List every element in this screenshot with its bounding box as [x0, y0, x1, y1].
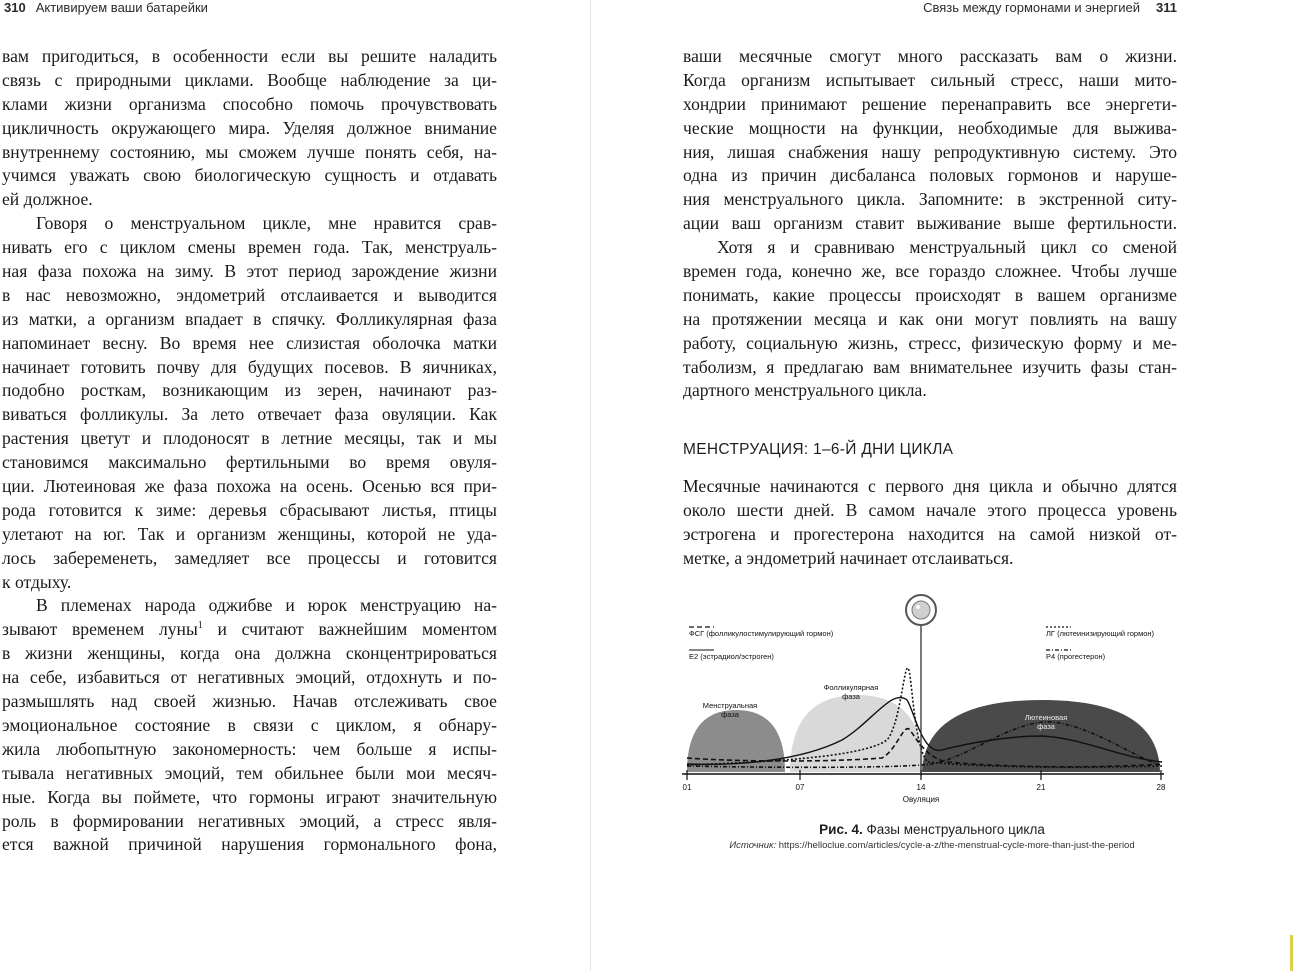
text-line: Хотя я и сравниваю менструальный цикл со сменой [717, 237, 1177, 258]
text-line: на себе, избавиться от негативных эмоций, отдохнуть и по- [2, 667, 497, 688]
luteal-phase-label-2: фаза [1037, 722, 1055, 731]
text-line: работу, социальную жизнь, стресс, физическую форму и ме- [683, 332, 1177, 353]
section-heading: МЕНСТРУАЦИЯ: 1–6-Й ДНИ ЦИКЛА [683, 441, 954, 458]
follicular-phase-label: Фолликулярная [823, 683, 879, 692]
text-line: жила любопытную закономерность: чем больше я испы- [2, 738, 497, 759]
text-line: ации ваш организм ставит выживание выше фертильности. [683, 213, 1177, 234]
left-running-title: Активируем ваши батарейки [35, 0, 208, 15]
right-running-title: Связь между гормонами и энергией [923, 0, 1141, 15]
text-line: подобно росткам, возникающим из зерен, начинают раз- [2, 380, 497, 401]
text-line: становимся максимально фертильными во время овуля- [2, 452, 497, 473]
text-line: на протяжении месяца и как они могут повлиять на вашу [683, 308, 1177, 329]
figure-caption [682, 822, 1182, 837]
x-tick-label: 07 [795, 783, 805, 792]
text-line: В племенах народа оджибве и юрок менструацию на- [36, 595, 497, 616]
menstrual-phase-label: Менструальная [702, 701, 758, 710]
legend-lh-label: ЛГ (лютеинизирующий гормон) [1046, 629, 1155, 638]
text-line: таболизм, я предлагаю вам внимательнее изучить фазы стан- [683, 356, 1177, 377]
cycle-phases-figure [682, 590, 1182, 805]
ovulation-label: Овуляция [902, 795, 940, 804]
text-fragment: и считают важнейшим моментом [202, 619, 497, 640]
text-line: нивать его с циклом смены времен года. Так, менструаль- [2, 237, 497, 258]
cycle-phases-diagram [682, 590, 1182, 805]
text-line: цикличность окружающего мира. Уделяя должное внимание [2, 117, 497, 138]
text-line: хондрии принимают решение перенаправить все энергети- [683, 93, 1177, 114]
text-line: к отдыху. [2, 571, 72, 592]
text-line: улетают на юг. Так и организм женщины, которой не уда- [2, 523, 497, 544]
text-line: ей должное. [2, 189, 93, 210]
text-line-with-footnote [2, 618, 497, 642]
legend-e2-label: Е2 (эстрадиол/эстроген) [689, 652, 774, 661]
text-line: метке, а эндометрий начинает отслаиваться. [683, 547, 1014, 568]
text-fragment: зывают временем луны [2, 619, 198, 640]
text-line: времен года, конечно же, все гораздо сложнее. Чтобы лучше [683, 261, 1177, 282]
text-line: ческие мощности на функции, необходимые для выжива- [683, 117, 1177, 138]
text-line: напоминает весну. Во время нее слизистая оболочка матки [2, 332, 497, 353]
text-line: в нас невозможно, эндометрий отслаивается и выводится [2, 284, 497, 305]
text-line: Когда организм испытывает сильный стресс, наши мито- [683, 69, 1177, 90]
text-line: тывала негативных эмоций, тем обильнее были мои месяч- [2, 762, 497, 783]
right-page [592, 0, 1293, 971]
right-body-text-top [683, 45, 1177, 403]
text-line: Говоря о менструальном цикле, мне нравится срав- [36, 213, 497, 234]
ovum-icon-inner [912, 601, 930, 619]
text-line: эстрогена и прогестерона находится на самой низкой от- [683, 523, 1177, 544]
figure-caption-text: Фазы менструального цикла [862, 822, 1045, 837]
text-line: роль в формировании негативных эмоций, а стресс явля- [2, 810, 497, 831]
x-tick-label: 14 [916, 783, 926, 792]
menstrual-phase-label-2: фаза [721, 710, 739, 719]
text-line: начинает готовить почву для будущих посевов. В яичниках, [2, 356, 497, 377]
text-line: учимся уважать свою биологическую сущность и отдавать [2, 165, 497, 186]
left-running-head [4, 0, 208, 15]
book-spine [590, 0, 591, 971]
text-line: дартного менструального цикла. [683, 380, 927, 401]
text-line: ваши месячные смогут много рассказать вам о жизни. [683, 46, 1177, 66]
text-line: ния, лишая снабжения нашу репродуктивную систему. Это [683, 141, 1177, 162]
text-line: понимать, какие процессы происходят в вашем организме [683, 284, 1177, 305]
text-line: связь с природными циклами. Вообще наблюдение за ци- [2, 69, 497, 90]
x-tick-label: 21 [1036, 783, 1046, 792]
text-line: клами жизни организма способно помочь прочувствовать [2, 93, 497, 114]
x-tick-label: 28 [1156, 783, 1166, 792]
legend-fsh-label: ФСГ (фолликулостимулирующий гормон) [689, 629, 834, 638]
text-line: Месячные начинаются с первого дня цикла и обычно длятся [683, 476, 1177, 496]
figure-source-url[interactable]: https://helloclue.com/articles/cycle-a-z/the-menstrual-cycle-more-than-just-the-period [776, 840, 1135, 851]
figure-caption-label: Рис. 4. [819, 822, 863, 837]
text-line: ции. Лютеиновая же фаза похожа на осень. Осенью вся при- [2, 476, 497, 497]
text-line: около шести дней. В самом начале этого процесса уровень [683, 499, 1177, 520]
text-line: эмоциональное состояние в связи с циклом, я обнару- [2, 714, 497, 735]
left-body-text [2, 45, 497, 857]
text-line: лось забеременеть, замедляет все процессы и готовится [2, 547, 497, 568]
text-line: одна из причин дисбаланса половых гормонов и наруше- [683, 165, 1177, 186]
text-line: рода готовится к зиме: деревья сбрасывают листья, птицы [2, 499, 497, 520]
text-line: ется важной причиной нарушения гормонального фона, [2, 834, 497, 855]
figure-source-label: Источник: [729, 840, 777, 851]
ovum-icon-nucleus [916, 605, 920, 609]
legend-p4-label: Р4 (прогестерон) [1046, 652, 1106, 661]
left-page [0, 0, 590, 971]
text-line: размышлять над своей жизнью. Начав отслеживать свое [2, 691, 497, 712]
text-line: вам пригодиться, в особенности если вы решите наладить [2, 46, 497, 66]
text-line: внутреннему состоянию, мы сможем лучше понять себя, на- [2, 141, 497, 162]
figure-source [682, 840, 1182, 851]
text-line: ная фаза похожа на зиму. В этот период зарождение жизни [2, 261, 497, 282]
footnote-mark[interactable]: 1 [197, 620, 203, 632]
x-tick-label: 01 [682, 783, 692, 792]
text-line: ные. Когда вы поймете, что гормоны играют значительную [2, 786, 497, 807]
follicular-phase-label-2: фаза [842, 692, 860, 701]
right-running-head [923, 0, 1177, 15]
text-line: растения цветут и плодоносят в летние месяцы, так и мы [2, 428, 497, 449]
text-line: из матки, а организм впадает в спячку. Фолликулярная фаза [2, 308, 497, 329]
text-line: ния менструального цикла. Запомните: в экстренной ситу- [683, 189, 1177, 210]
right-body-text-bottom [683, 475, 1177, 571]
luteal-phase-label: Лютеиновая [1024, 713, 1068, 722]
text-line: в жизни женщины, когда она должна сконцентрироваться [2, 643, 497, 664]
text-line: виваться фолликулы. За лето отвечает фаза овуляции. Как [2, 404, 497, 425]
left-page-number: 310 [4, 0, 26, 15]
right-page-number: 311 [1156, 0, 1177, 15]
